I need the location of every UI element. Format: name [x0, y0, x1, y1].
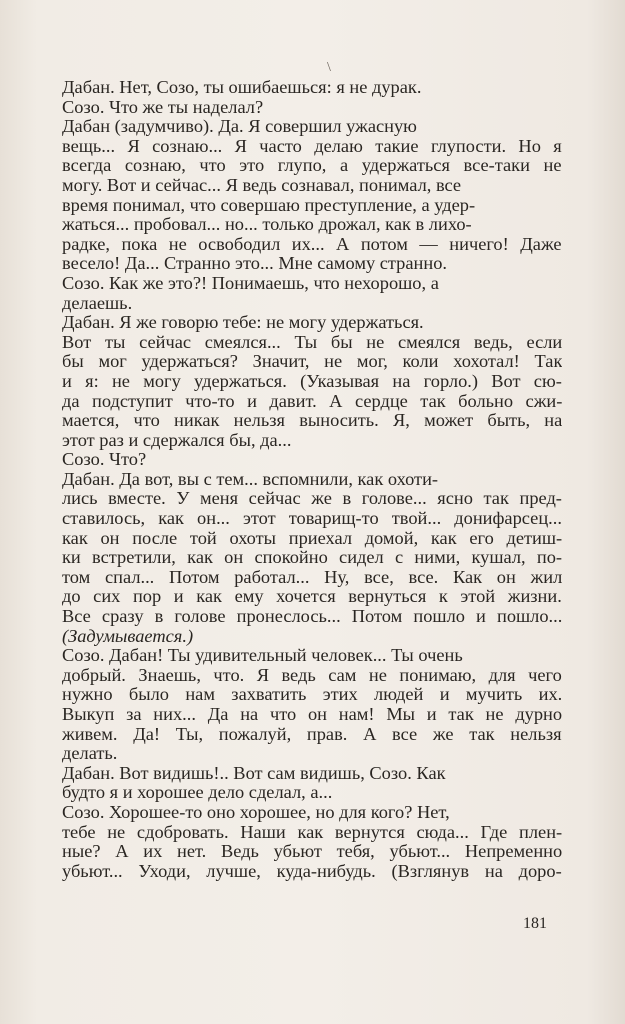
text-line: всегда сознаю, что это глупо, а удержаться все-таки не [62, 156, 562, 176]
text-line: ставилось, как он... этот товарищ-то твой... донифарсец... [62, 509, 562, 529]
text-line: бы мог удержаться? Значит, не мог, коли хохотал! Так [62, 352, 562, 372]
page-number: 181 [523, 915, 547, 932]
text-line: нужно было нам захватить этих людей и мучить их. [62, 685, 562, 705]
ink-mark: \ [327, 60, 331, 75]
text-line: Созо. Что же ты наделал? [62, 97, 264, 117]
text-line: Дабан. Я же говорю тебе: не могу удержаться. [62, 313, 424, 333]
text-line: этот раз и сдержался бы, да... [62, 430, 292, 450]
text-line: Созо. Что? [62, 450, 147, 470]
text-line: мается, что никак нельзя выносить. Я, может быть, на [62, 411, 562, 431]
text-line: Созо. Дабан! Ты удивительный человек... Ты очень [62, 646, 463, 666]
text-line: Выкуп за них... Да на что он нам! Мы и так не дурно [62, 705, 562, 724]
text-line: как он после той охоты приехал домой, как его детиш- [62, 528, 562, 548]
text-line: (Задумывается.) [62, 626, 194, 646]
text-line: жаться... пробовал... но... только дрожал, как в лихо- [62, 215, 472, 235]
text-line: Все сразу в голове пронеслось... Потом пошло и пошло... [62, 607, 562, 627]
body-text [62, 78, 562, 881]
text-line: время понимал, что совершаю преступление, а удер- [62, 195, 476, 215]
text-line: весело! Да... Странно это... Мне самому странно. [62, 254, 448, 274]
text-line: будто я и хорошее дело сделал, а... [62, 783, 333, 803]
text-line: Дабан. Нет, Созо, ты ошибаешься: я не дурак. [62, 78, 422, 97]
text-line: Дабан (задумчиво). Да. Я совершил ужасную [62, 117, 417, 137]
text-line: Вот ты сейчас смеялся... Ты бы не смеялся ведь, если [62, 332, 562, 352]
text-line: убьют... Уходи, лучше, куда-нибудь. (Взглянув на доро- [62, 861, 562, 881]
text-line: ные? А их нет. Ведь убьют тебя, убьют... Непременно [62, 842, 562, 862]
text-line: вещь... Я сознаю... Я часто делаю такие глупости. Но я [62, 136, 562, 156]
text-line: тебе не сдобровать. Наши как вернутся сюда... Где плен- [62, 822, 562, 842]
text-line: том спал... Потом работал... Ну, все, все. Как он жил [62, 567, 562, 587]
text-line: могу. Вот и сейчас... Я ведь сознавал, понимал, все [62, 175, 462, 195]
text-line: лись вместе. У меня сейчас же в голове... ясно так пред- [62, 489, 562, 509]
text-line: делать. [62, 744, 118, 764]
text-line: живем. Да! Ты, пожалуй, прав. А все же так нельзя [62, 724, 562, 744]
text-line: Созо. Как же это?! Понимаешь, что нехорошо, а [62, 273, 439, 293]
text-line: радке, пока не освободил их... А потом — ничего! Даже [62, 234, 562, 254]
text-line: делаешь. [62, 293, 133, 313]
text-line: до сих пор и как ему хочется вернуться к этой жизни. [62, 587, 562, 607]
text-line: Созо. Хорошее-то оно хорошее, но для кого? Нет, [62, 802, 450, 822]
text-line: Дабан. Да вот, вы с тем... вспомнили, как охоти- [62, 469, 439, 489]
text-line: и я: не могу удержаться. (Указывая на горло.) Вот сю- [62, 371, 562, 391]
text-line: добрый. Знаешь, что. Я ведь сам не понимаю, для чего [62, 665, 562, 685]
text-line: да подступит что-то и давит. А сердце так больно сжи- [62, 391, 562, 411]
text-line: Дабан. Вот видишь!.. Вот сам видишь, Созо. Как [62, 763, 446, 783]
text-line: ки встретили, как он спокойно сидел с ними, кушал, по- [62, 548, 562, 568]
